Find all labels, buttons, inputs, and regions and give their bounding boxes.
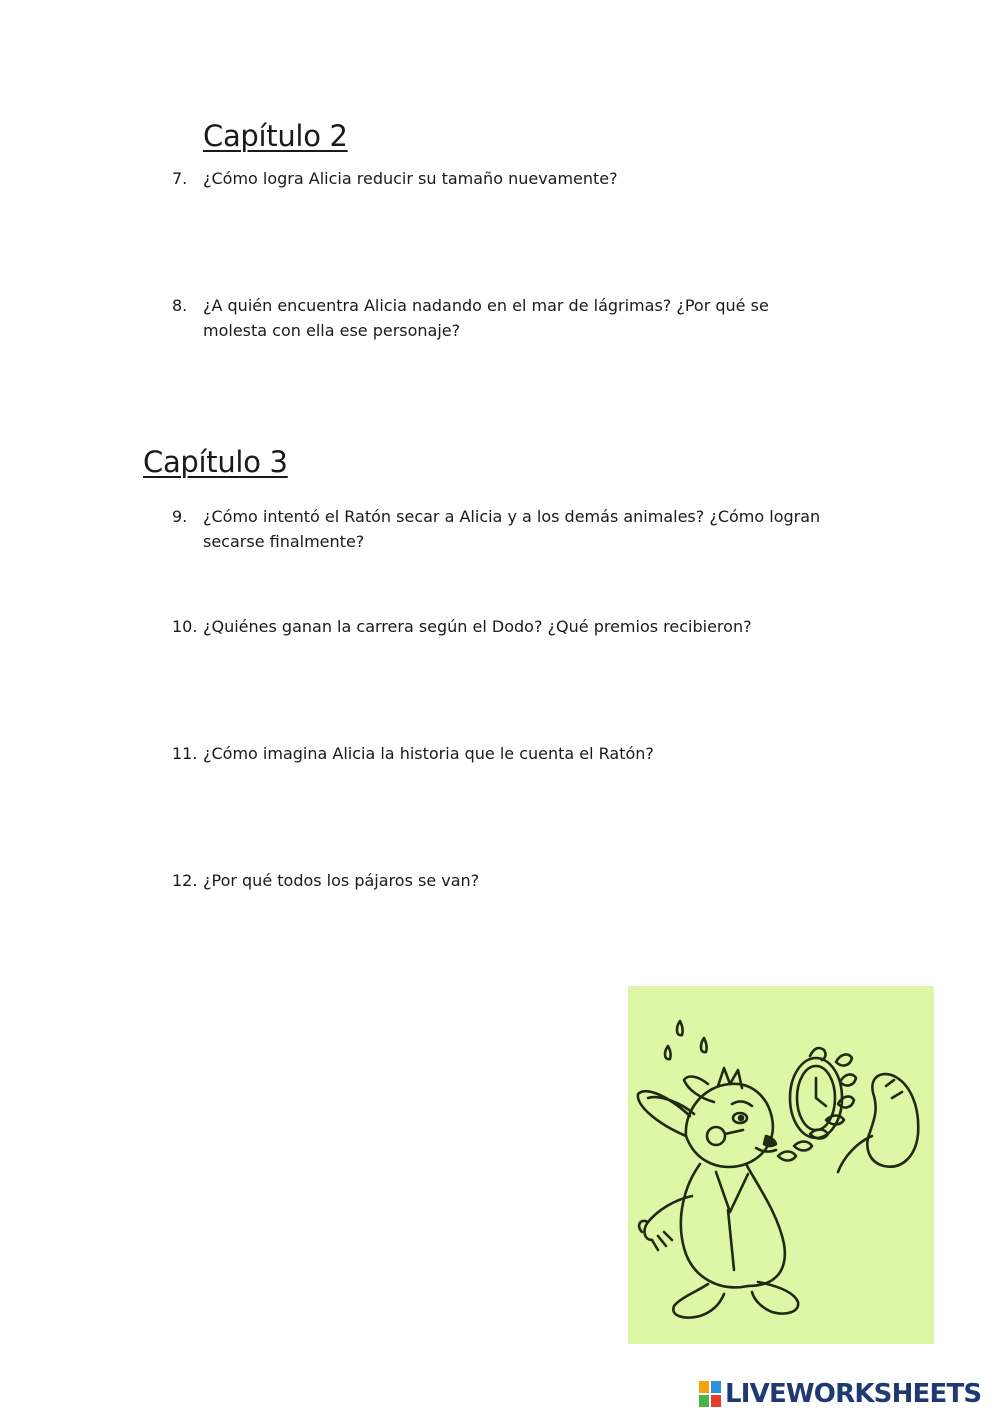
question-text: ¿Cómo logra Alicia reducir su tamaño nuevamente?: [203, 169, 618, 188]
question-text: ¿Cómo imagina Alicia la historia que le cuenta el Ratón?: [203, 744, 654, 763]
question-text: ¿A quién encuentra Alicia nadando en el mar de lágrimas? ¿Por qué se molesta con ella ese personaje?: [203, 296, 769, 340]
question-number: 12.: [172, 871, 198, 890]
question-9: [172, 504, 862, 554]
rabbit-illustration: [628, 986, 934, 1344]
question-text: ¿Quiénes ganan la carrera según el Dodo? ¿Qué premios recibieron?: [203, 617, 752, 636]
question-number: 9.: [172, 507, 188, 526]
question-number: 10.: [172, 617, 198, 636]
question-7: [172, 166, 862, 191]
question-text: ¿Por qué todos los pájaros se van?: [203, 871, 480, 890]
white-rabbit-pocket-watch-icon: [628, 986, 934, 1344]
liveworksheets-watermark: [698, 1376, 981, 1412]
question-8: [172, 293, 822, 343]
question-10: [172, 614, 862, 639]
question-12: [172, 868, 862, 893]
watermark-text: LIVEWORKSHEETS: [725, 1379, 982, 1409]
question-number: 11.: [172, 744, 198, 763]
question-11: [172, 741, 862, 766]
question-number: 8.: [172, 296, 188, 315]
chapter-3-heading: Capítulo 3: [143, 445, 288, 479]
liveworksheets-logo-icon: [698, 1380, 722, 1408]
question-number: 7.: [172, 169, 188, 188]
chapter-2-heading: Capítulo 2: [203, 119, 348, 153]
question-text: ¿Cómo intentó el Ratón secar a Alicia y a los demás animales? ¿Cómo logran secarse finalmente?: [203, 507, 821, 551]
